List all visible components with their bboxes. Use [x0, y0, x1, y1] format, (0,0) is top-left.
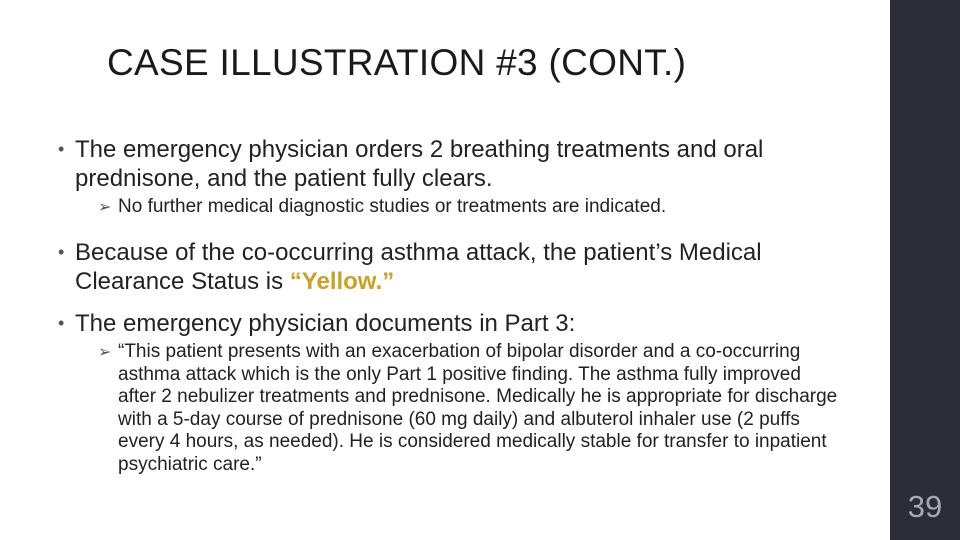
sub-bullet-1-text: No further medical diagnostic studies or treatments are indicated. [118, 196, 667, 217]
bullet-3 [58, 309, 858, 338]
bullet-dot-icon: • [58, 139, 65, 159]
bullet-2-text-before: Because of the co-occurring asthma attack, the patient’s Medical Clearance Status is [75, 239, 762, 295]
sidebar-bar [890, 0, 960, 540]
bullet-2 [58, 238, 858, 296]
bullet-1-text: The emergency physician orders 2 breathing treatments and oral prednisone, and the patient fully clears. [75, 136, 764, 192]
status-highlight: “Yellow.” [289, 268, 395, 295]
slide-title: CASE ILLUSTRATION #3 (CONT.) [107, 42, 687, 83]
bullet-2-text [58, 238, 858, 296]
sub-bullet-3 [98, 341, 838, 476]
bullet-1 [58, 135, 858, 193]
arrow-bullet-icon: ➢ [98, 199, 112, 216]
sub-bullet-1 [98, 196, 838, 219]
arrow-bullet-icon: ➢ [98, 344, 112, 361]
bullet-dot-icon: • [58, 242, 65, 262]
slide-number: 39 [907, 489, 943, 524]
sub-bullet-3-text: “This patient presents with an exacerbation of bipolar disorder and a co-occurring asthma attack which is the only Part 1 positive finding. The asthma fully improved after 2 nebulizer treatments and prednisone. Medically he is appropriate for discharge with a 5-day course of prednisone (60 mg daily) and albuterol inhaler use (2 puffs every 4 hours, as needed). He is considered medically stable for transfer to inpatient psychiatric care.” [118, 341, 838, 475]
bullet-dot-icon: • [58, 313, 65, 333]
bullet-3-text: The emergency physician documents in Part 3: [75, 310, 576, 337]
